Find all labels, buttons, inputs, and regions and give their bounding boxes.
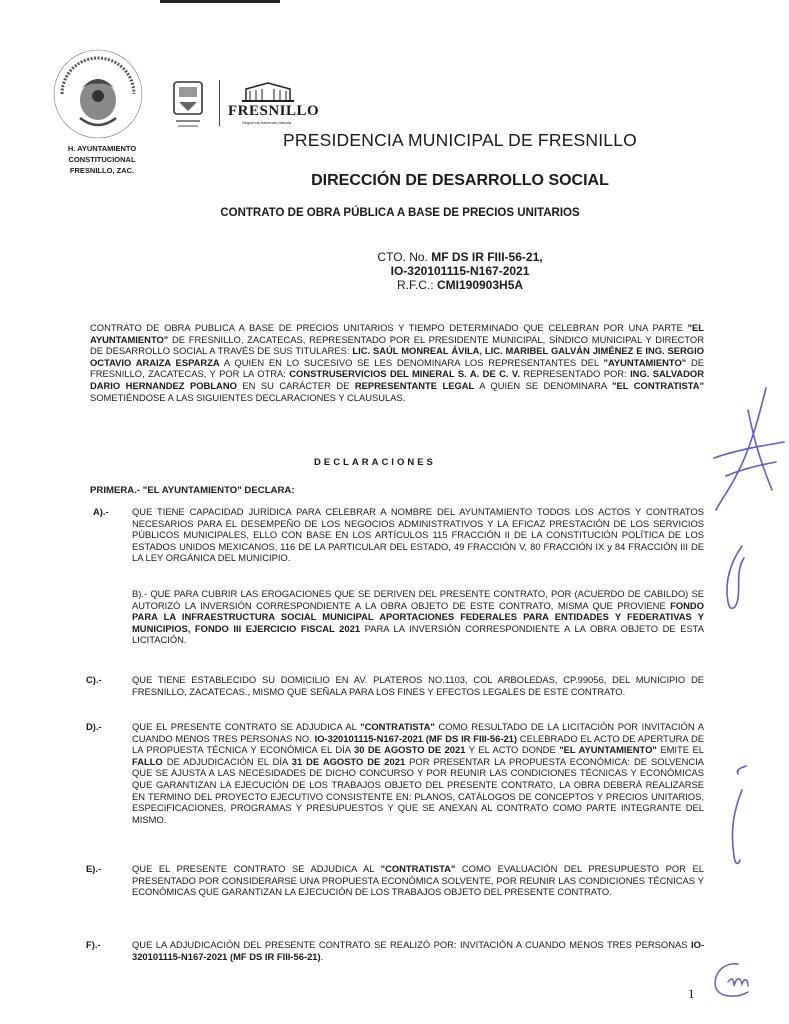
text-run: CELEBRADO EL ACTO DE APERTURA DE LA PROPUESTA TÉCNICA Y ECONÓMICA EL DÍA (132, 732, 704, 756)
text-run: DE FRESNILLO, ZACATECAS, Y POR LA OTRA: (90, 356, 704, 380)
primera-heading: PRIMERA.- "EL AYUNTAMIENTO" DECLARA: (90, 485, 295, 496)
page-title: PRESIDENCIA MUNICIPAL DE FRESNILLO (283, 130, 637, 150)
rfc-value: CMI190903H5A (436, 278, 524, 292)
text-run: 31 DE AGOSTO DE 2021 (291, 755, 406, 767)
margin-initial-4 (708, 958, 764, 1002)
text-run: Y EL ACTO DONDE (465, 744, 560, 756)
clause-d-text (132, 721, 704, 825)
text-run: B).- QUE PARA CUBRIR LAS EROGACIONES QUE SE DERIVEN DEL PRESENTE CONTRATO, POR (ACUERDO DE CABILDO) SE AUTORIZÓ LA INVERSIÓN CORRESPONDIENTE A LA OBRA OBJETO DE ESTE CONTRATO, MISMA QUE PROVIENE (132, 588, 704, 611)
cto-number: MF DS IR FIII-56-21, (431, 250, 543, 264)
margin-initial-2 (714, 540, 754, 620)
text-run: EMITE EL (656, 744, 704, 756)
declaraciones-heading: DECLARACIONES (314, 457, 436, 468)
text-run: 30 DE AGOSTO DE 2021 (353, 744, 466, 756)
text-run: "EL AYUNTAMIENTO" (90, 322, 704, 345)
text-run: "CONTRATISTA" (380, 863, 456, 874)
text-run: IO-320101115-N167-2021 (MF DS IR FIII-56-21) (314, 732, 518, 744)
caption-line-2: CONSTITUCIONAL (68, 155, 136, 164)
text-run: QUE EL PRESENTE CONTRATO SE ADJUDICA AL (132, 721, 361, 732)
text-run: COMO RESULTADO DE LA LICITACIÓN POR INVITACIÓN A CUANDO MENOS TRES PERSONAS NO. (132, 721, 704, 744)
intro-paragraph (90, 322, 704, 403)
text-run: SOMETIÉNDOSE A LAS SIGUIENTES DECLARACIONES Y CLAUSULAS. (90, 391, 406, 403)
municipal-shield-logo (170, 78, 208, 134)
contract-identifiers (200, 250, 720, 292)
text-run: "EL CONTRATISTA" (612, 379, 705, 391)
ayuntamiento-caption (50, 143, 154, 176)
rfc-label: R.F.C.: (396, 278, 437, 292)
text-run: DE ADJUDICACIÓN EL DÍA (162, 755, 292, 767)
io-number: IO-320101115-N167-2021 (390, 264, 530, 278)
building-icon (228, 80, 312, 102)
page-number: 1 (688, 986, 695, 1001)
text-run: "AYUNTAMIENTO" (603, 356, 687, 368)
text-run: . (320, 950, 324, 962)
clause-e-text (132, 863, 704, 898)
clause-e-label: E).- (86, 863, 102, 874)
text-run: QUE LA ADJUDICACIÓN DEL PRESENTE CONTRATO SE REALIZÓ POR: INVITACIÓN A CUANDO MENOS TRES PERSONAS (132, 939, 691, 950)
text-run: A QUIEN EN LO SUCESIVO SE LES DENOMINARA LOS REPRESENTANTES DEL (219, 356, 604, 368)
fresnillo-logo (228, 80, 320, 128)
text-run: EN SU CARÁCTER DE (236, 379, 355, 391)
logo-text: FRESNILLO (228, 103, 320, 119)
text-run: REPRESENTADO POR: (519, 368, 631, 380)
text-run: LIC. SAÚL MONREAL ÁVILA, LIC. MARIBEL GALVÁN JIMÉNEZ E ING. SERGIO OCTAVIO ARAIZA ESPARZA (90, 345, 704, 368)
text-run: CONTRATO DE OBRA PUBLICA A BASE DE PRECIOS UNITARIOS Y TIEMPO DETERMINADO QUE CELEBRAN POR UNA PARTE (90, 322, 688, 333)
clause-c-label: C).- (86, 674, 102, 685)
text-run: CONSTRUSERVICIOS DEL MINERAL S. A. DE C. V. (289, 368, 520, 380)
text-run: ING. SALVADOR DARIO HERNANDEZ POBLANO (90, 368, 704, 391)
text-run: A QUIEN SE DENOMINARA (474, 379, 613, 391)
clause-a-text: QUE TIENE CAPACIDAD JURÍDICA PARA CELEBRAR A NOMBRE DEL AYUNTAMIENTO TODOS LOS ACTOS Y CONTRATOS NECESARIOS PARA EL DESEMPEÑO DE LOS NEGOCIOS ADMINISTRATIVOS Y LA EFICAZ PRESTACIÓN DE LOS SERVICIOS PÚBLICOS MUNICIPALES, ELLO CON BASE EN LOS ARTÍCULOS 115 FRACCIÓN II DE LA CONSTITUCIÓN POLÍTICA DE LOS ESTADOS UNIDOS MEXICANOS, 116 DE LA PARTICULAR DEL ESTADO, 49 FRACCIÓN V, 80 FRACCIÓN IX y 84 FRACCIÓN III DE LA LEY ORGÁNICA DEL MUNICIPIO. (132, 506, 704, 564)
io-line (200, 264, 720, 278)
clause-b-text (132, 588, 704, 646)
text-run: POR PRESENTAR LA PROPUESTA ECONÓMICA: DE SOLVENCIA QUE SE AJUSTA A LAS NECESIDADES DE DICHO CONCURSO Y POR REUNIR LAS CONDICIONES TÉCNICAS Y ECONÓMICAS QUE GARANTIZAN LA EJECUCIÓN DE LOS TRABAJOS OBJETO DEL PRESENTE CONTRATO, LA OBRA DEBERÁ REALIZARSE EN TERMINO DEL PROYECTO EJECUTIVO CONSISTENTE EN: PLANOS, CATÁLOGOS DE CONCEPTOS Y PRECIOS UNITARIOS, ESPECIFICACIONES, PROGRAMAS Y PRESUPUESTOS Y QUE SE ANEXAN AL CONTRATO COMO PARTE INTEGRANTE DEL MISMO. (132, 755, 705, 825)
clause-d-label: D).- (86, 721, 102, 732)
mexican-coat-of-arms-seal (52, 48, 144, 140)
text-run: PARA LA INVERSIÓN CORRESPONDIENTE A LA OBRA OBJETO DE ESTA LICITACIÓN. (132, 622, 704, 646)
text-run: "CONTRATISTA" (360, 721, 435, 732)
clause-f-text (132, 939, 704, 962)
caption-line-3: FRESNILLO, ZAC. (69, 166, 135, 175)
text-run: FONDO PARA LA INFRAESTRUCTURA SOCIAL MUNICIPAL APORTACIONES FEDERALES PARA ENTIDADES Y FEDERATIVAS Y MUNICIPIOS, FONDO III EJERCICIO FISCAL 2021 (132, 599, 704, 634)
text-run: DE FRESNILLO, ZACATECAS, REPRESENTADO POR EL PRESIDENTE MUNICIPAL, SÍNDICO MUNICIPAL Y DIRECTOR DE DESARROLLO SOCIAL A TRAVÉS DE SUS TITULARES: (90, 333, 704, 357)
margin-signature-1 (706, 380, 786, 520)
cto-line (200, 250, 720, 264)
clause-f-label: F).- (86, 939, 101, 950)
logo-tagline: Seguimos haciendo historia (242, 120, 292, 125)
text-run: FALLO (132, 755, 163, 767)
clause-c-text: QUE TIENE ESTABLECIDO SU DOMICILIO EN AV. PLATEROS NO.1103, COL ARBOLEDAS, CP.99056, DEL MUNICIPIO DE FRESNILLO, ZACATECAS., MISMO QUE SEÑALA PARA LOS FINES Y EFECTOS LEGALES DE ESTE CONTRATO. (132, 674, 704, 697)
text-run: REPRESENTANTE LEGAL (354, 379, 475, 391)
text-run: QUE EL PRESENTE CONTRATO SE ADJUDICA AL (132, 863, 381, 874)
clause-a-label: A).- (93, 506, 109, 517)
text-run: COMO EVALUACIÓN DEL PRESUPUESTO POR EL PRESENTADO POR CONSIDERARSE UNA PROPUESTA ECONÓMICA SOLVENTE, POR REUNIR LAS CONDICIONES TÉCNICAS Y ECONÓMICAS QUE GARANTIZAN LA EJECUCIÓN DE LOS TRABAJOS OBJETO DEL PRESENTE CONTRATO. (132, 863, 704, 898)
scan-edge-mark (160, 0, 280, 3)
direction-title: DIRECCIÓN DE DESARROLLO SOCIAL (311, 172, 609, 189)
rfc-line (200, 278, 720, 292)
text-run: "EL AYUNTAMIENTO" (559, 744, 657, 756)
caption-line-1: H. AYUNTAMIENTO (67, 144, 137, 153)
margin-initial-3 (720, 760, 756, 870)
text-run: IO-320101115-N167-2021 (MF DS IR FIII-56-21) (132, 939, 704, 962)
contract-type-heading: CONTRATO DE OBRA PÚBLICA A BASE DE PRECIOS UNITARIOS (220, 207, 580, 219)
logo-separator (219, 80, 220, 126)
cto-label: CTO. No. (377, 250, 432, 264)
